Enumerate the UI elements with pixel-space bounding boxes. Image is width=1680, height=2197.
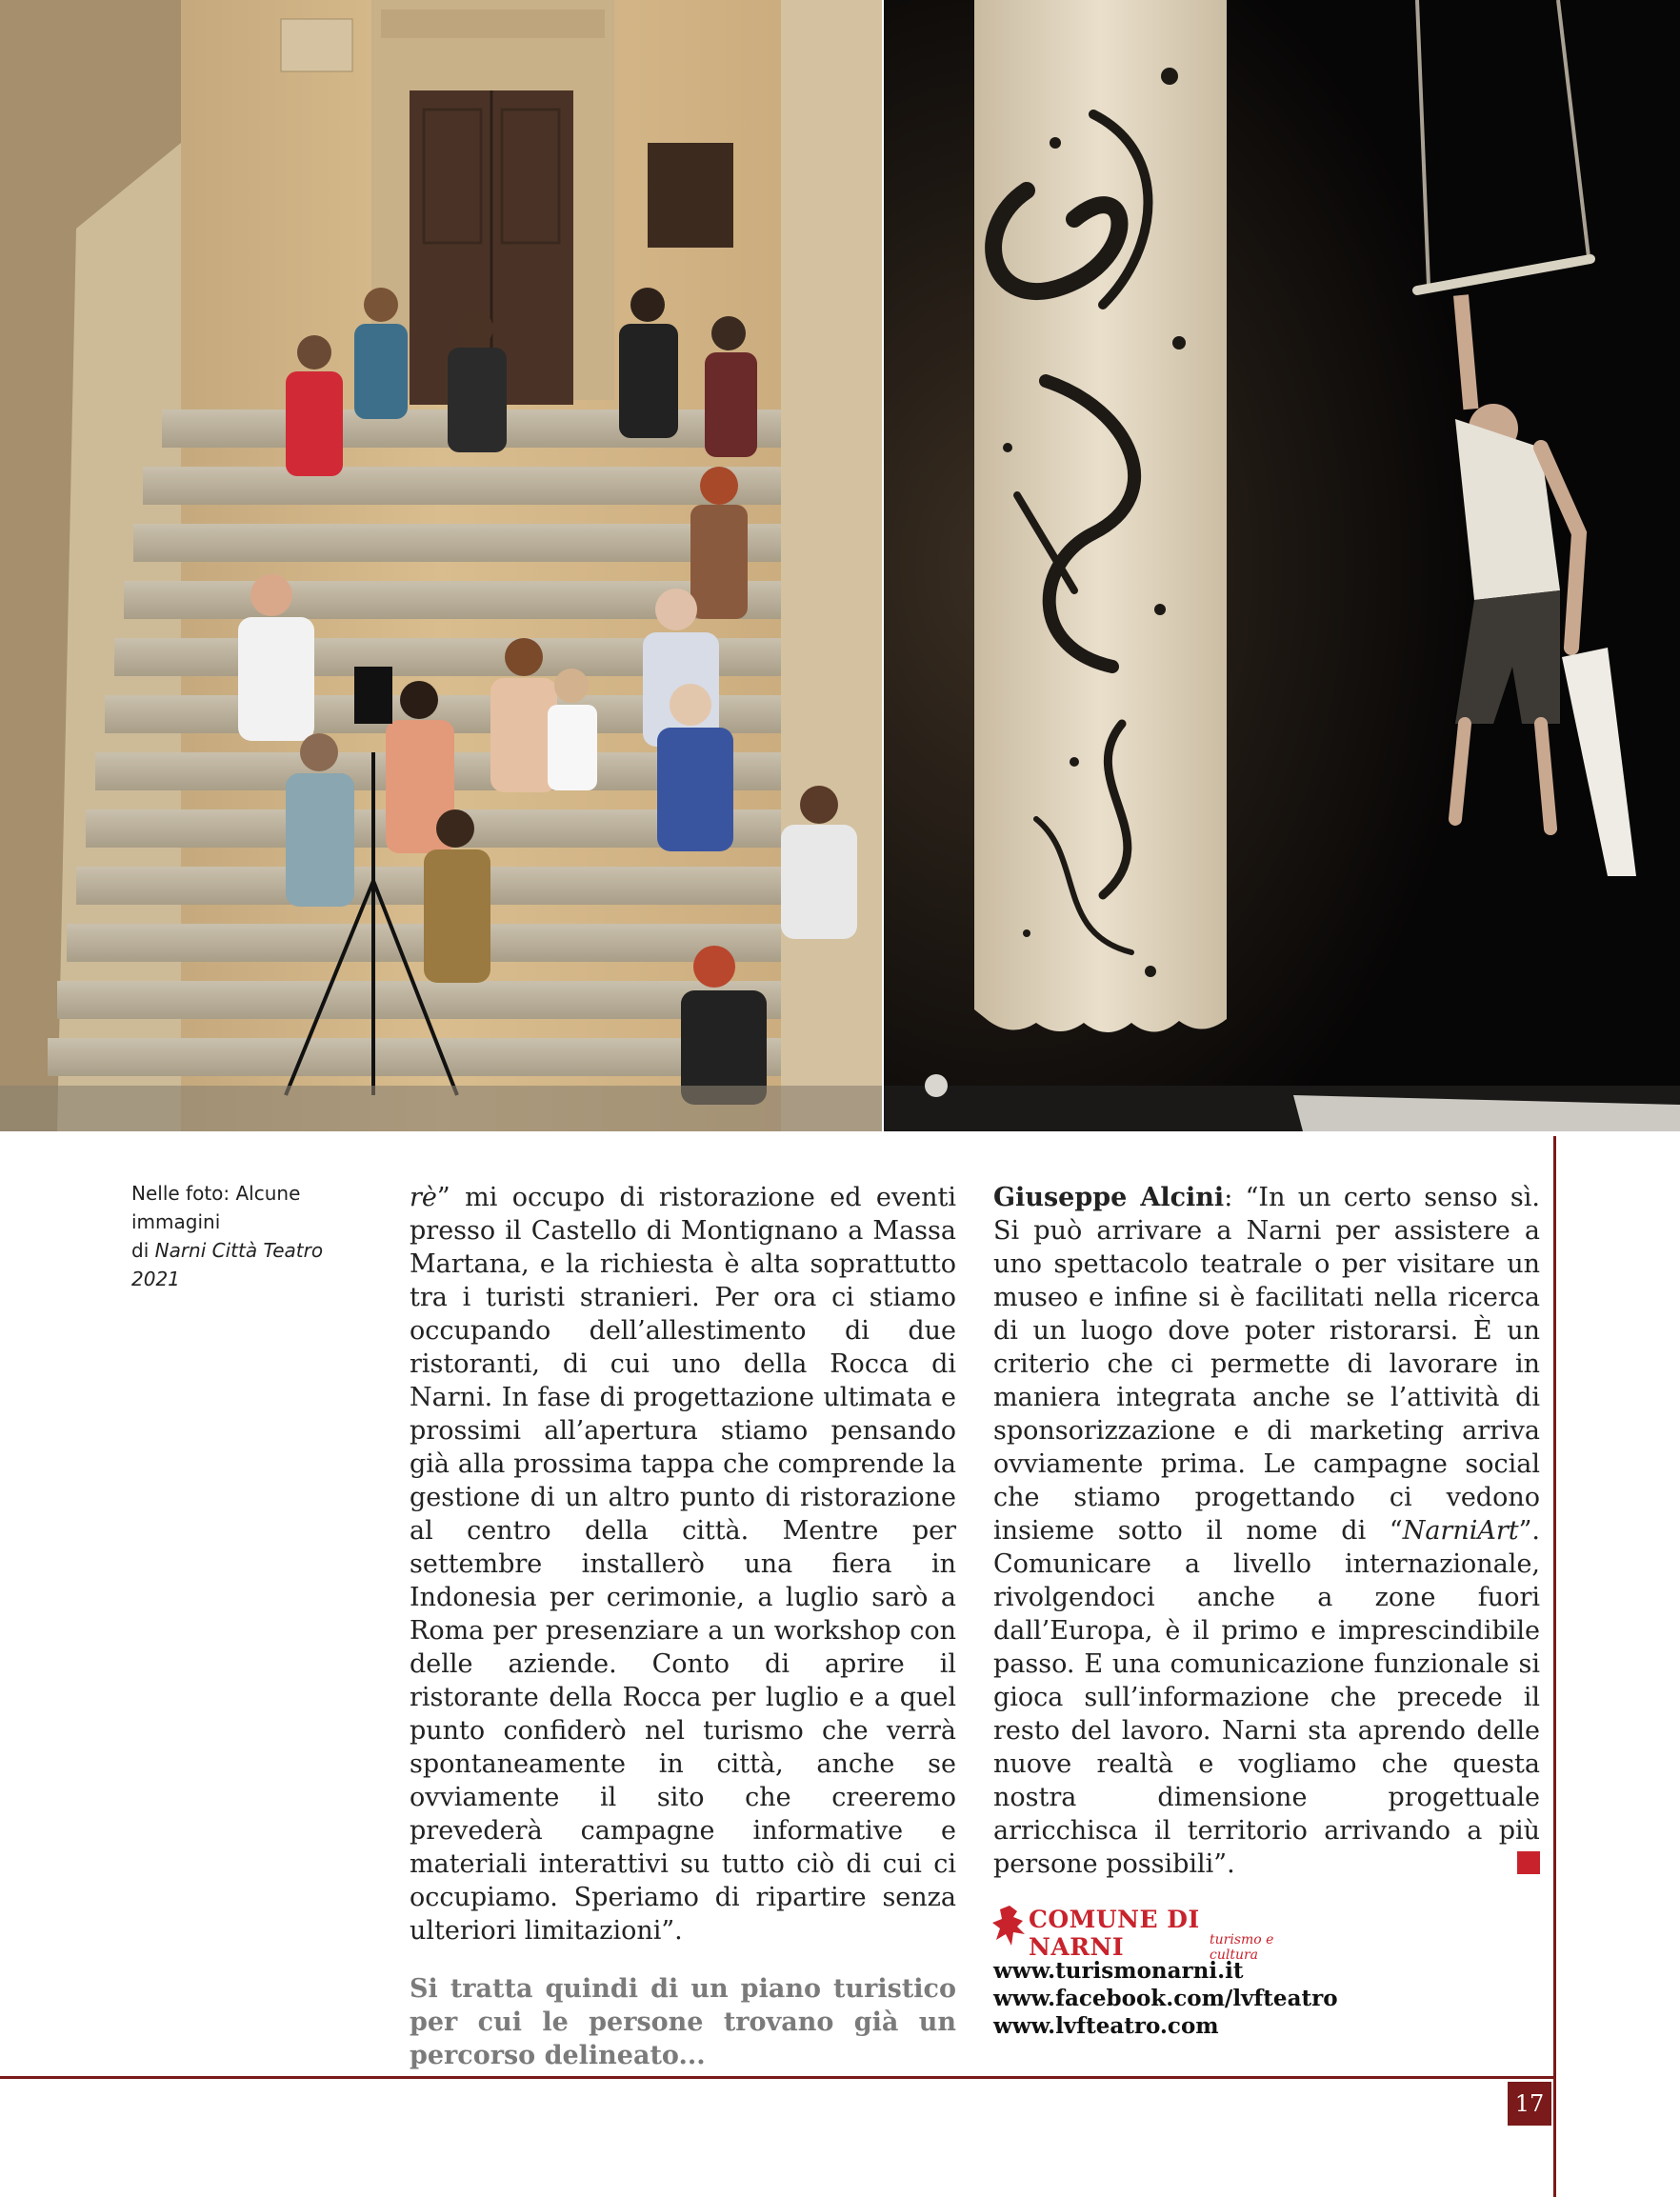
- caption-line: Nelle foto: Alcune immagini: [131, 1182, 301, 1233]
- photo-aerial-performer: [884, 0, 1680, 1131]
- logo-title: COMUNE DI NARNI: [1029, 1906, 1200, 1961]
- interview-question: Si tratta quindi di un piano turistico per cui le persone trovano già un percorso delineato...: [410, 1974, 956, 2070]
- interview-answer-alcini: [993, 1181, 1540, 1881]
- answer-text: ” mi occupo di ristorazione ed eventi presso il Castello di Montignano a Massa Martana, e la richiesta è alta soprattutto tra i turisti stranieri. Per ora ci stiamo occupando dell’allestimento di due ristoranti, di cui uno della Rocca di Narni. In fase di progettazione ultimata e prossimi all’apertura stiamo pensando già alla prossima tappa che comprende la gestione di un altro punto di ristorazione al centro della città. Mentre per settembre installerò una fiera in Indonesia per cerimonie, a luglio sarò a Roma per presenziare a un workshop con delle aziende. Conto di aprire il ristorante della Rocca per luglio e a quel punto confiderò nel turismo che verrà spontaneamente in città, anche se ovviamente il sito che creeremo prevederà campagne informative e materiali interattivi su tutto ciò di cui ci occupiamo. Speriamo di ripartire senza ulteriori limitazioni”.: [410, 1183, 956, 1946]
- vertical-rule: [1553, 1136, 1556, 2197]
- speaker-name: Giuseppe Alcini: [993, 1183, 1225, 1212]
- caption-credit: [131, 1236, 360, 1293]
- answer-italic-start: rè: [410, 1183, 437, 1212]
- page-number: 17: [1508, 2082, 1551, 2126]
- answer-text-1: : “In un certo senso sì. Si può arrivare a Narni per assistere a uno spettacolo teatrale o per visitare un museo e infine si è facilitati nella ricerca di un luogo dove poter ristorarsi. È un criterio che ci permette di lavorare in maniera integrata anche se l’attività di sponsorizzazione e di marketing arriva ovviamente prima. Le campagne social che stiamo progettando ci vedono insieme sotto il nome di “: [993, 1183, 1540, 1546]
- caption-prefix: di: [131, 1239, 155, 1262]
- answer-text-2: ”. Comunicare a livello internazionale, rivolgendoci anche a zone fuori dall’Europa, è il primo e imprescindibile passo. E una comunicazione funzionale si gioca sull’informazione che precede il resto del lavoro. Narni sta aprendo delle nuove realtà e vogliamo che questa nostra dimensione progettuale arricchisca il territorio arrivando a più persone possibili”.: [993, 1516, 1540, 1879]
- brand-name: NarniArt: [1402, 1516, 1519, 1546]
- article-column-middle: [410, 1181, 956, 2098]
- link-lvfteatro[interactable]: www.lvfteatro.com: [993, 2013, 1219, 2039]
- website-links: [993, 1957, 1338, 2040]
- link-facebook-lvfteatro[interactable]: www.facebook.com/lvfteatro: [993, 1986, 1338, 2011]
- photo-audience-staircase: [0, 0, 882, 1131]
- article-column-right: [993, 1181, 1540, 1881]
- griffin-emblem-icon: [990, 1902, 1029, 1949]
- audience-staircase-image: [0, 0, 882, 1131]
- article-end-mark: [1517, 1851, 1540, 1874]
- comune-di-narni-logo: [990, 1900, 1295, 1963]
- logo-subtitle: turismo e cultura: [1210, 1932, 1274, 1963]
- horizontal-rule: [0, 2076, 1556, 2079]
- interview-answer: [410, 1181, 956, 1947]
- link-turismonarni[interactable]: www.turismonarni.it: [993, 1958, 1244, 1984]
- photo-caption: [131, 1179, 360, 1293]
- caption-event-name: Narni Città Teatro 2021: [131, 1239, 324, 1290]
- aerial-performer-image: [884, 0, 1680, 1131]
